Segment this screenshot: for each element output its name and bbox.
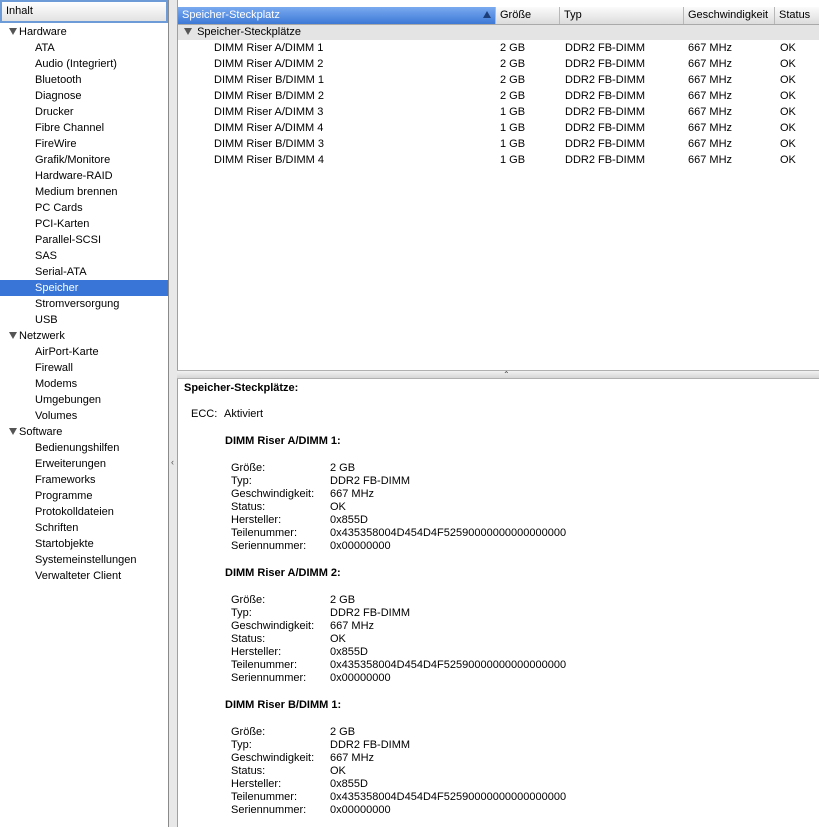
table-cell: DDR2 FB-DIMM [565, 122, 646, 134]
column-header-label: Typ [564, 9, 582, 21]
table-row[interactable] [178, 88, 819, 104]
sidebar-item[interactable]: Protokolldateien [35, 506, 114, 518]
field-value: 0x855D [330, 646, 368, 658]
field-label: Typ: [231, 607, 252, 619]
field-label: Hersteller: [231, 646, 282, 658]
table-cell: DIMM Riser A/DIMM 2 [214, 58, 324, 70]
field-label: Seriennummer: [231, 672, 307, 684]
sidebar-item[interactable]: Schriften [35, 522, 79, 534]
field-label: Geschwindigkeit: [231, 620, 315, 632]
sidebar-item[interactable]: Frameworks [35, 474, 96, 486]
sidebar-item[interactable]: SAS [35, 250, 58, 262]
sidebar-item[interactable]: Firewall [35, 362, 73, 374]
field-label: Status: [231, 501, 266, 513]
field-value: DDR2 FB-DIMM [330, 607, 411, 619]
field-label: Hersteller: [231, 778, 282, 790]
table-row[interactable] [178, 136, 819, 152]
sidebar-item[interactable]: Diagnose [35, 90, 82, 102]
column-header-label: Geschwindigkeit [688, 9, 769, 21]
table-cell: DIMM Riser B/DIMM 1 [214, 74, 324, 86]
field-value: 0x00000000 [330, 672, 391, 684]
sidebar-item[interactable]: Programme [35, 490, 93, 502]
table-cell: OK [780, 122, 796, 134]
table-cell: OK [780, 90, 796, 102]
ecc-value: Aktiviert [224, 408, 264, 420]
sidebar-item[interactable]: PCI-Karten [35, 218, 90, 230]
sidebar-group-label: Netzwerk [19, 330, 65, 342]
sidebar-group-label: Hardware [19, 26, 67, 38]
table-cell: OK [780, 42, 796, 54]
table-cell: DDR2 FB-DIMM [565, 74, 646, 86]
field-value: 667 MHz [330, 752, 375, 764]
field-value: 2 GB [330, 594, 356, 606]
table-group-row[interactable] [178, 25, 819, 40]
table-cell: 1 GB [500, 138, 526, 150]
field-label: Seriennummer: [231, 540, 307, 552]
column-header-label: Größe [500, 9, 532, 21]
table-cell: OK [780, 154, 796, 166]
field-label: Hersteller: [231, 514, 282, 526]
table-cell: 667 MHz [688, 74, 733, 86]
ecc-label: ECC: [191, 408, 218, 420]
field-value: 0x00000000 [330, 804, 391, 816]
sidebar-item[interactable]: Medium brennen [35, 186, 118, 198]
table-cell: OK [780, 106, 796, 118]
field-label: Geschwindigkeit: [231, 752, 315, 764]
table-cell: DDR2 FB-DIMM [565, 58, 646, 70]
sidebar-item[interactable]: Fibre Channel [35, 122, 105, 134]
field-value: 0x435358004D454D4F52590000000000000000 [330, 527, 567, 539]
field-label: Status: [231, 633, 266, 645]
table-cell: OK [780, 74, 796, 86]
column-header-label: Status [779, 9, 811, 21]
field-value: OK [330, 501, 346, 513]
field-label: Typ: [231, 475, 252, 487]
disclosure-triangle-icon[interactable] [9, 428, 17, 435]
sidebar-item[interactable]: AirPort-Karte [35, 346, 99, 358]
column-header-label: Speicher-Steckplatz [182, 9, 280, 21]
disclosure-triangle-icon[interactable] [9, 332, 17, 339]
disclosure-triangle-icon[interactable] [184, 28, 192, 35]
sidebar-item[interactable]: Umgebungen [35, 394, 102, 406]
table-cell: 667 MHz [688, 42, 733, 54]
table-row[interactable] [178, 120, 819, 136]
field-value: OK [330, 633, 346, 645]
column-header[interactable] [496, 7, 560, 24]
table-cell: DIMM Riser B/DIMM 2 [214, 90, 324, 102]
table-row[interactable] [178, 152, 819, 168]
field-value: 667 MHz [330, 488, 375, 500]
split-handle-icon[interactable]: ‹ [171, 457, 174, 467]
field-value: 0x435358004D454D4F52590000000000000000 [330, 659, 567, 671]
field-value: 0x855D [330, 778, 368, 790]
field-label: Größe: [231, 462, 266, 474]
table-cell: 1 GB [500, 154, 526, 166]
sidebar-item[interactable]: Hardware-RAID [35, 170, 113, 182]
table-cell: DIMM Riser A/DIMM 1 [214, 42, 324, 54]
table-cell: OK [780, 58, 796, 70]
column-header[interactable] [684, 7, 775, 24]
sidebar-item[interactable]: ATA [35, 42, 55, 54]
sidebar-group-label: Software [19, 426, 63, 438]
field-label: Typ: [231, 739, 252, 751]
table-cell: 2 GB [500, 74, 526, 86]
sidebar-item[interactable]: Parallel-SCSI [35, 234, 102, 246]
detail-pane [177, 379, 819, 827]
sidebar-item[interactable]: Bedienungshilfen [35, 442, 120, 454]
sidebar-item[interactable]: Audio (Integriert) [35, 58, 117, 70]
horizontal-split-divider[interactable] [177, 370, 819, 379]
field-value: 2 GB [330, 726, 356, 738]
table-cell: 667 MHz [688, 122, 733, 134]
table-cell: DIMM Riser A/DIMM 3 [214, 106, 324, 118]
field-label: Größe: [231, 726, 266, 738]
field-label: Seriennummer: [231, 804, 307, 816]
table-cell: DDR2 FB-DIMM [565, 90, 646, 102]
sidebar-header: Inhalt [0, 0, 168, 23]
table-row[interactable] [178, 72, 819, 88]
vertical-split-divider[interactable] [169, 0, 177, 827]
table-cell: DIMM Riser A/DIMM 4 [214, 122, 324, 134]
split-handle-icon[interactable]: ⌃ [503, 370, 510, 379]
table-cell: DDR2 FB-DIMM [565, 42, 646, 54]
field-value: 0x00000000 [330, 540, 391, 552]
field-label: Größe: [231, 594, 266, 606]
disclosure-triangle-icon[interactable] [9, 28, 17, 35]
table-row[interactable] [178, 104, 819, 120]
table-cell: 2 GB [500, 42, 526, 54]
table-cell: 667 MHz [688, 90, 733, 102]
table-header [178, 7, 819, 25]
field-value: 0x855D [330, 514, 368, 526]
column-header[interactable] [560, 7, 684, 24]
table-cell: OK [780, 138, 796, 150]
column-header[interactable] [775, 7, 819, 24]
table-cell: DDR2 FB-DIMM [565, 106, 646, 118]
module-title: DIMM Riser A/DIMM 2: [225, 567, 341, 579]
sidebar-item[interactable]: Stromversorgung [35, 298, 120, 310]
sidebar-item[interactable]: Erweiterungen [35, 458, 106, 470]
field-label: Teilenummer: [231, 791, 298, 803]
table-row[interactable] [178, 56, 819, 72]
table-cell: 667 MHz [688, 58, 733, 70]
table-cell: DIMM Riser B/DIMM 3 [214, 138, 324, 150]
field-value: 667 MHz [330, 620, 375, 632]
sidebar-item[interactable]: Verwalteter Client [35, 570, 122, 582]
field-label: Geschwindigkeit: [231, 488, 315, 500]
sort-ascending-icon[interactable] [483, 11, 491, 18]
sidebar-item[interactable]: USB [35, 314, 58, 326]
table-cell: 1 GB [500, 122, 526, 134]
sidebar [0, 0, 169, 827]
table-cell: DDR2 FB-DIMM [565, 138, 646, 150]
sidebar-group-hardware[interactable] [0, 24, 168, 40]
table-cell: 2 GB [500, 90, 526, 102]
table-cell: 667 MHz [688, 154, 733, 166]
sidebar-item[interactable]: FireWire [35, 138, 77, 150]
column-header[interactable] [178, 7, 496, 24]
field-value: DDR2 FB-DIMM [330, 739, 411, 751]
detail-title: Speicher-Steckplätze: [184, 382, 299, 394]
field-value: 0x435358004D454D4F52590000000000000000 [330, 791, 567, 803]
sidebar-item[interactable]: Serial-ATA [35, 266, 87, 278]
sidebar-group-netzwerk[interactable] [0, 328, 168, 344]
table-cell: 1 GB [500, 106, 526, 118]
sidebar-item[interactable]: Modems [35, 378, 78, 390]
table-cell: 2 GB [500, 58, 526, 70]
sidebar-item[interactable]: Volumes [35, 410, 78, 422]
memory-table [177, 0, 819, 370]
table-cell: 667 MHz [688, 106, 733, 118]
field-value: OK [330, 765, 346, 777]
sidebar-item[interactable]: Systemeinstellungen [35, 554, 137, 566]
table-row[interactable] [178, 40, 819, 56]
sidebar-item[interactable]: Startobjekte [35, 538, 94, 550]
module-title: DIMM Riser A/DIMM 1: [225, 435, 341, 447]
field-value: 2 GB [330, 462, 356, 474]
field-label: Teilenummer: [231, 527, 298, 539]
table-cell: DIMM Riser B/DIMM 4 [214, 154, 324, 166]
field-label: Status: [231, 765, 266, 777]
sidebar-item[interactable]: Drucker [35, 106, 74, 118]
table-cell: 667 MHz [688, 138, 733, 150]
table-cell: DDR2 FB-DIMM [565, 154, 646, 166]
sidebar-item[interactable]: PC Cards [35, 202, 83, 214]
field-value: DDR2 FB-DIMM [330, 475, 411, 487]
sidebar-item[interactable]: Speicher [0, 280, 168, 296]
sidebar-item[interactable]: Grafik/Monitore [35, 154, 111, 166]
field-label: Teilenummer: [231, 659, 298, 671]
sidebar-item[interactable]: Bluetooth [35, 74, 82, 86]
module-title: DIMM Riser B/DIMM 1: [225, 699, 342, 711]
sidebar-group-software[interactable] [0, 424, 168, 440]
group-label: Speicher-Steckplätze [197, 26, 302, 38]
